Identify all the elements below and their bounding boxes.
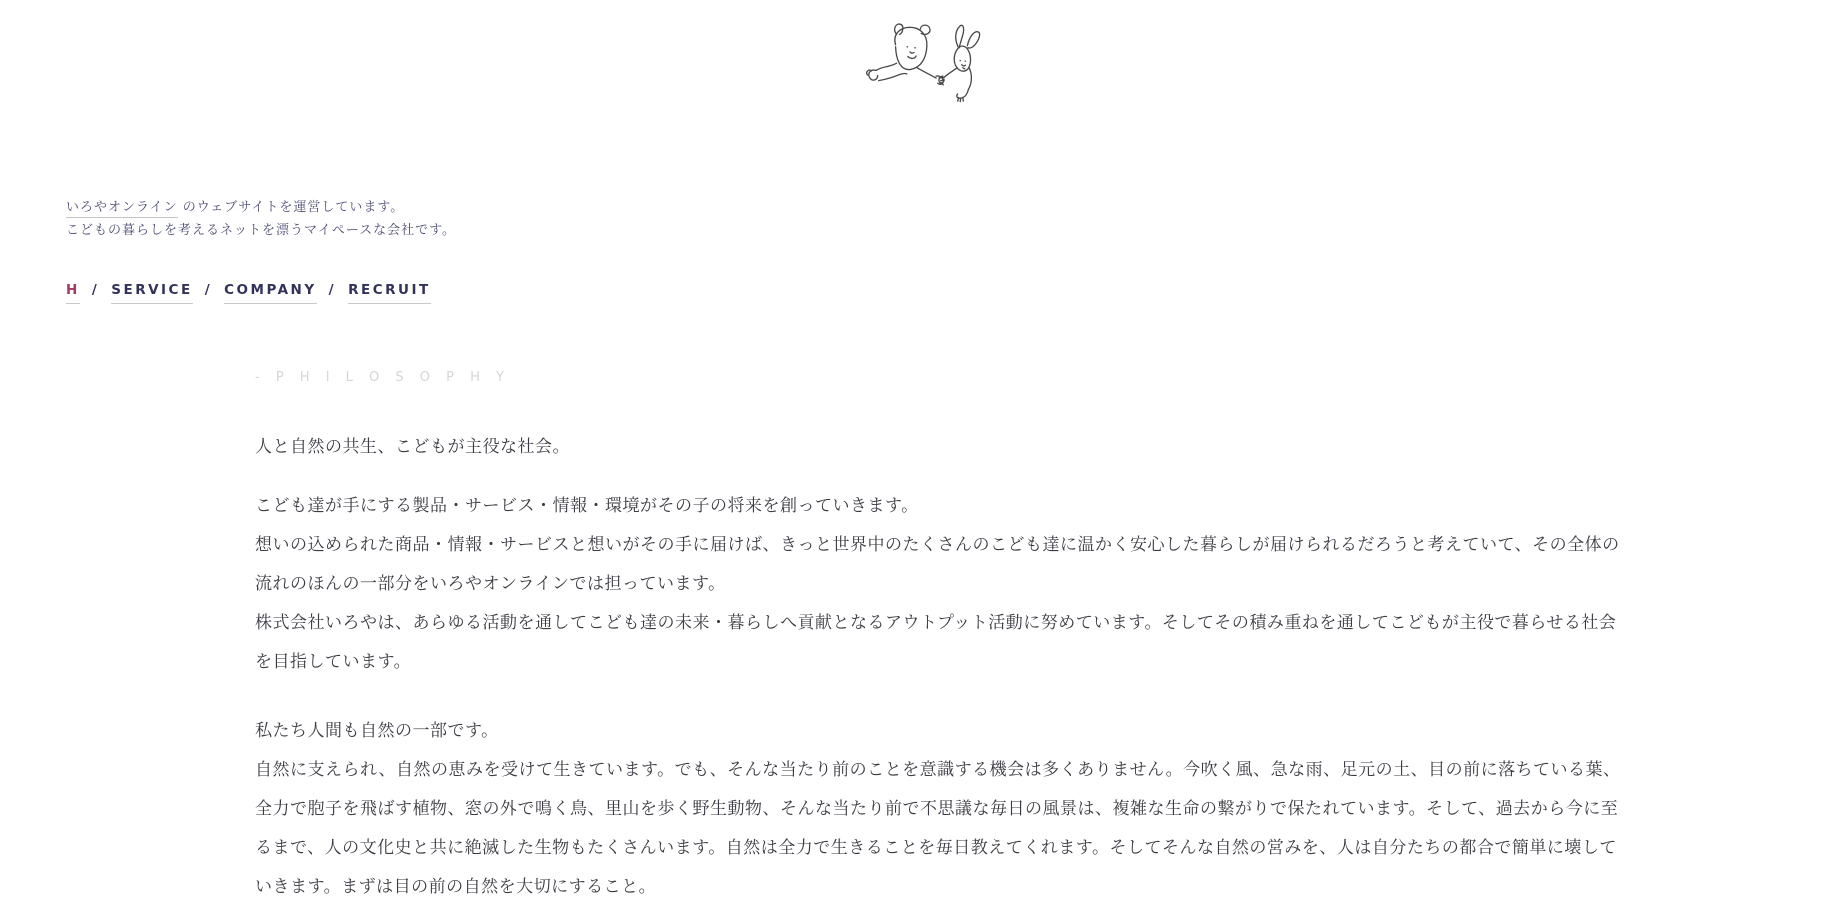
philosophy-paragraph-2 — [255, 712, 1655, 907]
nav-item-service[interactable]: SERVICE — [111, 282, 192, 304]
body-line: を目指しています。 — [255, 652, 412, 672]
body-line: 私たち人間も自然の一部です。 — [255, 721, 499, 741]
philosophy-heading: - P H I L O S O P H Y — [255, 370, 510, 385]
intro-line-1-text: のウェブサイトを運営しています。 — [177, 200, 405, 215]
body-line: 流れのほんの一部分をいろやオンラインでは担っています。 — [255, 574, 726, 594]
site-logo-illustration[interactable] — [862, 16, 1002, 134]
iroya-online-link[interactable]: いろやオンライン — [66, 200, 178, 218]
body-line: 全力で胞子を飛ばす植物、窓の外で鳴く鳥、里山を歩く野生動物、そんな当たり前で不思議な毎日の風景は、複雑な生命の繋がりで保たれています。そして、過去から今に至 — [255, 799, 1619, 819]
intro-line-1 — [66, 196, 1828, 219]
body-line: いきます。まずは目の前の自然を大切にすること。 — [255, 877, 657, 897]
intro-block — [66, 196, 1828, 242]
body-line: こども達が手にする製品・サービス・情報・環境がその子の将来を創っていきます。 — [255, 496, 919, 516]
nav-item-company[interactable]: COMPANY — [224, 282, 317, 304]
nav-separator: / — [91, 282, 100, 298]
main-nav — [66, 282, 1828, 304]
philosophy-section — [255, 370, 1655, 907]
philosophy-paragraph-1 — [255, 487, 1655, 682]
nav-item-recruit[interactable]: RECRUIT — [348, 282, 431, 304]
body-line: 想いの込められた商品・情報・サービスと想いがその手に届けば、きっと世界中のたくさんのこども達に温かく安心した暮らしが届けられるだろうと考えていて、その全体の — [255, 535, 1620, 555]
nav-separator: / — [204, 282, 213, 298]
bear-and-rabbit-icon — [862, 16, 1002, 134]
nav-item-home[interactable]: H — [66, 282, 80, 304]
nav-separator: / — [328, 282, 337, 298]
header — [0, 0, 1828, 134]
body-line: 株式会社いろやは、あらゆる活動を通してこども達の未来・暮らしへ貢献となるアウトプット活動に努めています。そしてその積み重ねを通してこどもが主役で暮らせる社会 — [255, 613, 1617, 633]
body-line: るまで、人の文化史と共に絶滅した生物もたくさんいます。自然は全力で生きることを毎日教えてくれます。そしてそんな自然の営みを、人は自分たちの都合で簡単に壊して — [255, 838, 1617, 858]
philosophy-lead: 人と自然の共生、こどもが主役な社会。 — [255, 437, 570, 457]
body-line: 自然に支えられ、自然の恵みを受けて生きています。でも、そんな当たり前のことを意識する機会は多くありません。今吹く風、急な雨、足元の土、目の前に落ちている葉、 — [255, 760, 1621, 780]
intro-line-2: こどもの暮らしを考えるネットを漂うマイペースな会社です。 — [66, 223, 457, 238]
